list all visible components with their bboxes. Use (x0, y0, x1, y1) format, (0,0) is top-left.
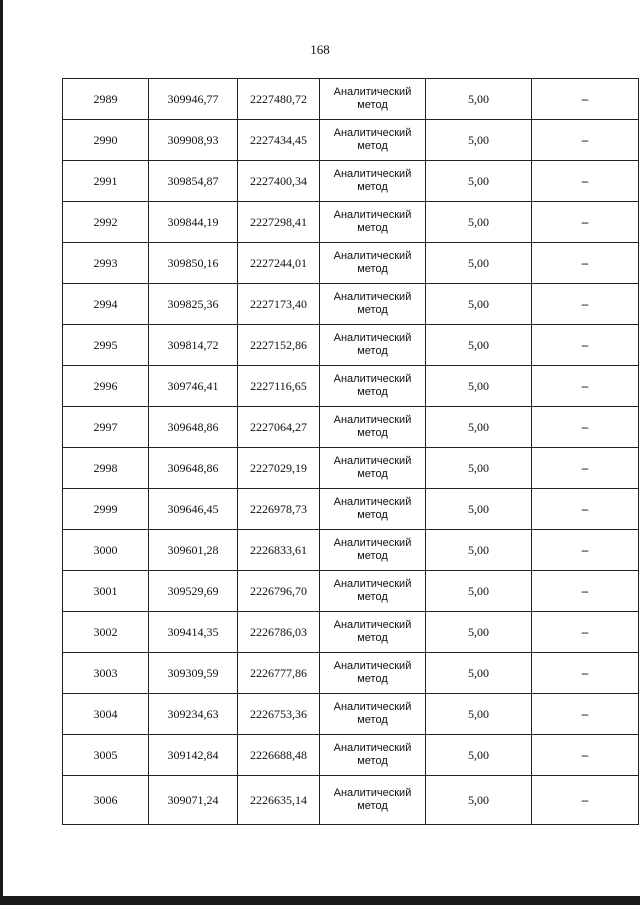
method-line-1: Аналитический (333, 496, 412, 508)
point-id-cell: 3005 (63, 735, 149, 776)
accuracy-value-cell: 5,00 (426, 120, 532, 161)
x-coordinate-cell: 309601,28 (149, 530, 238, 571)
table-row (63, 79, 639, 120)
y-coordinate-cell: 2226688,48 (238, 735, 320, 776)
accuracy-value-cell: 5,00 (426, 694, 532, 735)
x-coordinate-cell: 309854,87 (149, 161, 238, 202)
point-id-cell: 2998 (63, 448, 149, 489)
point-id-cell: 2995 (63, 325, 149, 366)
method-cell (320, 530, 426, 571)
method-cell (320, 325, 426, 366)
dash-mark-cell: – (532, 653, 639, 694)
table-row (63, 202, 639, 243)
point-id-cell: 3004 (63, 694, 149, 735)
point-id-cell: 3001 (63, 571, 149, 612)
table-row (63, 571, 639, 612)
point-id-cell: 2989 (63, 79, 149, 120)
x-coordinate-cell: 309071,24 (149, 776, 238, 825)
y-coordinate-cell: 2227152,86 (238, 325, 320, 366)
y-coordinate-cell: 2226978,73 (238, 489, 320, 530)
y-coordinate-cell: 2227064,27 (238, 407, 320, 448)
table-row (63, 489, 639, 530)
method-line-2: метод (357, 263, 388, 275)
dash-mark-cell: – (532, 79, 639, 120)
y-coordinate-cell: 2226833,61 (238, 530, 320, 571)
method-cell (320, 120, 426, 161)
dash-mark-cell: – (532, 530, 639, 571)
accuracy-value-cell: 5,00 (426, 325, 532, 366)
y-coordinate-cell: 2227173,40 (238, 284, 320, 325)
table-body (63, 79, 639, 825)
method-line-2: метод (357, 181, 388, 193)
x-coordinate-cell: 309414,35 (149, 612, 238, 653)
method-line-2: метод (357, 755, 388, 767)
y-coordinate-cell: 2227480,72 (238, 79, 320, 120)
dash-mark-cell: – (532, 407, 639, 448)
method-line-2: метод (357, 304, 388, 316)
method-cell (320, 571, 426, 612)
x-coordinate-cell: 309814,72 (149, 325, 238, 366)
table-row (63, 530, 639, 571)
method-cell (320, 202, 426, 243)
dash-mark-cell: – (532, 161, 639, 202)
coordinates-table (62, 78, 639, 825)
table-row (63, 735, 639, 776)
accuracy-value-cell: 5,00 (426, 407, 532, 448)
method-cell (320, 735, 426, 776)
method-line-2: метод (357, 468, 388, 480)
method-line-2: метод (357, 427, 388, 439)
method-line-1: Аналитический (333, 332, 412, 344)
y-coordinate-cell: 2226796,70 (238, 571, 320, 612)
y-coordinate-cell: 2227400,34 (238, 161, 320, 202)
dash-mark-cell: – (532, 366, 639, 407)
point-id-cell: 3003 (63, 653, 149, 694)
method-line-2: метод (357, 99, 388, 111)
x-coordinate-cell: 309825,36 (149, 284, 238, 325)
x-coordinate-cell: 309746,41 (149, 366, 238, 407)
scan-bottom-edge (0, 896, 640, 905)
method-line-1: Аналитический (333, 742, 412, 754)
method-line-2: метод (357, 632, 388, 644)
accuracy-value-cell: 5,00 (426, 79, 532, 120)
x-coordinate-cell: 309850,16 (149, 243, 238, 284)
table-row (63, 243, 639, 284)
dash-mark-cell: – (532, 776, 639, 825)
method-cell (320, 243, 426, 284)
x-coordinate-cell: 309529,69 (149, 571, 238, 612)
y-coordinate-cell: 2226777,86 (238, 653, 320, 694)
y-coordinate-cell: 2227434,45 (238, 120, 320, 161)
accuracy-value-cell: 5,00 (426, 448, 532, 489)
point-id-cell: 2999 (63, 489, 149, 530)
y-coordinate-cell: 2226786,03 (238, 612, 320, 653)
method-cell (320, 776, 426, 825)
method-line-1: Аналитический (333, 455, 412, 467)
accuracy-value-cell: 5,00 (426, 776, 532, 825)
method-line-1: Аналитический (333, 209, 412, 221)
table-row (63, 694, 639, 735)
table-row (63, 366, 639, 407)
point-id-cell: 2990 (63, 120, 149, 161)
method-line-1: Аналитический (333, 250, 412, 262)
dash-mark-cell: – (532, 202, 639, 243)
method-line-1: Аналитический (333, 291, 412, 303)
dash-mark-cell: – (532, 489, 639, 530)
method-line-1: Аналитический (333, 787, 412, 799)
method-cell (320, 489, 426, 530)
point-id-cell: 3002 (63, 612, 149, 653)
method-line-2: метод (357, 345, 388, 357)
x-coordinate-cell: 309844,19 (149, 202, 238, 243)
y-coordinate-cell: 2227298,41 (238, 202, 320, 243)
y-coordinate-cell: 2227244,01 (238, 243, 320, 284)
table-row (63, 612, 639, 653)
accuracy-value-cell: 5,00 (426, 735, 532, 776)
point-id-cell: 3000 (63, 530, 149, 571)
table-row (63, 448, 639, 489)
method-cell (320, 448, 426, 489)
y-coordinate-cell: 2226753,36 (238, 694, 320, 735)
method-line-1: Аналитический (333, 127, 412, 139)
accuracy-value-cell: 5,00 (426, 612, 532, 653)
method-line-1: Аналитический (333, 537, 412, 549)
point-id-cell: 3006 (63, 776, 149, 825)
y-coordinate-cell: 2227116,65 (238, 366, 320, 407)
table-row (63, 776, 639, 825)
x-coordinate-cell: 309648,86 (149, 448, 238, 489)
method-cell (320, 407, 426, 448)
dash-mark-cell: – (532, 571, 639, 612)
x-coordinate-cell: 309309,59 (149, 653, 238, 694)
point-id-cell: 2992 (63, 202, 149, 243)
table-row (63, 161, 639, 202)
method-cell (320, 284, 426, 325)
accuracy-value-cell: 5,00 (426, 243, 532, 284)
method-line-1: Аналитический (333, 414, 412, 426)
accuracy-value-cell: 5,00 (426, 653, 532, 694)
dash-mark-cell: – (532, 612, 639, 653)
method-line-1: Аналитический (333, 701, 412, 713)
table-row (63, 325, 639, 366)
dash-mark-cell: – (532, 325, 639, 366)
dash-mark-cell: – (532, 284, 639, 325)
accuracy-value-cell: 5,00 (426, 530, 532, 571)
table-row (63, 120, 639, 161)
method-line-2: метод (357, 673, 388, 685)
accuracy-value-cell: 5,00 (426, 284, 532, 325)
accuracy-value-cell: 5,00 (426, 571, 532, 612)
accuracy-value-cell: 5,00 (426, 161, 532, 202)
method-cell (320, 653, 426, 694)
method-line-2: метод (357, 509, 388, 521)
x-coordinate-cell: 309234,63 (149, 694, 238, 735)
method-line-2: метод (357, 800, 388, 812)
x-coordinate-cell: 309142,84 (149, 735, 238, 776)
method-line-2: метод (357, 591, 388, 603)
x-coordinate-cell: 309648,86 (149, 407, 238, 448)
method-line-1: Аналитический (333, 86, 412, 98)
method-line-1: Аналитический (333, 660, 412, 672)
dash-mark-cell: – (532, 735, 639, 776)
table-row (63, 284, 639, 325)
x-coordinate-cell: 309646,45 (149, 489, 238, 530)
dash-mark-cell: – (532, 448, 639, 489)
method-line-1: Аналитический (333, 578, 412, 590)
method-line-2: метод (357, 550, 388, 562)
dash-mark-cell: – (532, 694, 639, 735)
method-cell (320, 694, 426, 735)
point-id-cell: 2993 (63, 243, 149, 284)
accuracy-value-cell: 5,00 (426, 366, 532, 407)
point-id-cell: 2997 (63, 407, 149, 448)
method-line-2: метод (357, 140, 388, 152)
accuracy-value-cell: 5,00 (426, 489, 532, 530)
x-coordinate-cell: 309908,93 (149, 120, 238, 161)
dash-mark-cell: – (532, 120, 639, 161)
method-line-2: метод (357, 714, 388, 726)
point-id-cell: 2991 (63, 161, 149, 202)
x-coordinate-cell: 309946,77 (149, 79, 238, 120)
accuracy-value-cell: 5,00 (426, 202, 532, 243)
scan-left-edge (0, 0, 3, 905)
method-line-2: метод (357, 386, 388, 398)
method-line-1: Аналитический (333, 619, 412, 631)
method-line-2: метод (357, 222, 388, 234)
method-line-1: Аналитический (333, 373, 412, 385)
dash-mark-cell: – (532, 243, 639, 284)
table-row (63, 653, 639, 694)
method-cell (320, 161, 426, 202)
method-line-1: Аналитический (333, 168, 412, 180)
point-id-cell: 2994 (63, 284, 149, 325)
method-cell (320, 612, 426, 653)
page-number: 168 (310, 42, 330, 57)
method-cell (320, 79, 426, 120)
table-row (63, 407, 639, 448)
method-cell (320, 366, 426, 407)
y-coordinate-cell: 2227029,19 (238, 448, 320, 489)
point-id-cell: 2996 (63, 366, 149, 407)
y-coordinate-cell: 2226635,14 (238, 776, 320, 825)
